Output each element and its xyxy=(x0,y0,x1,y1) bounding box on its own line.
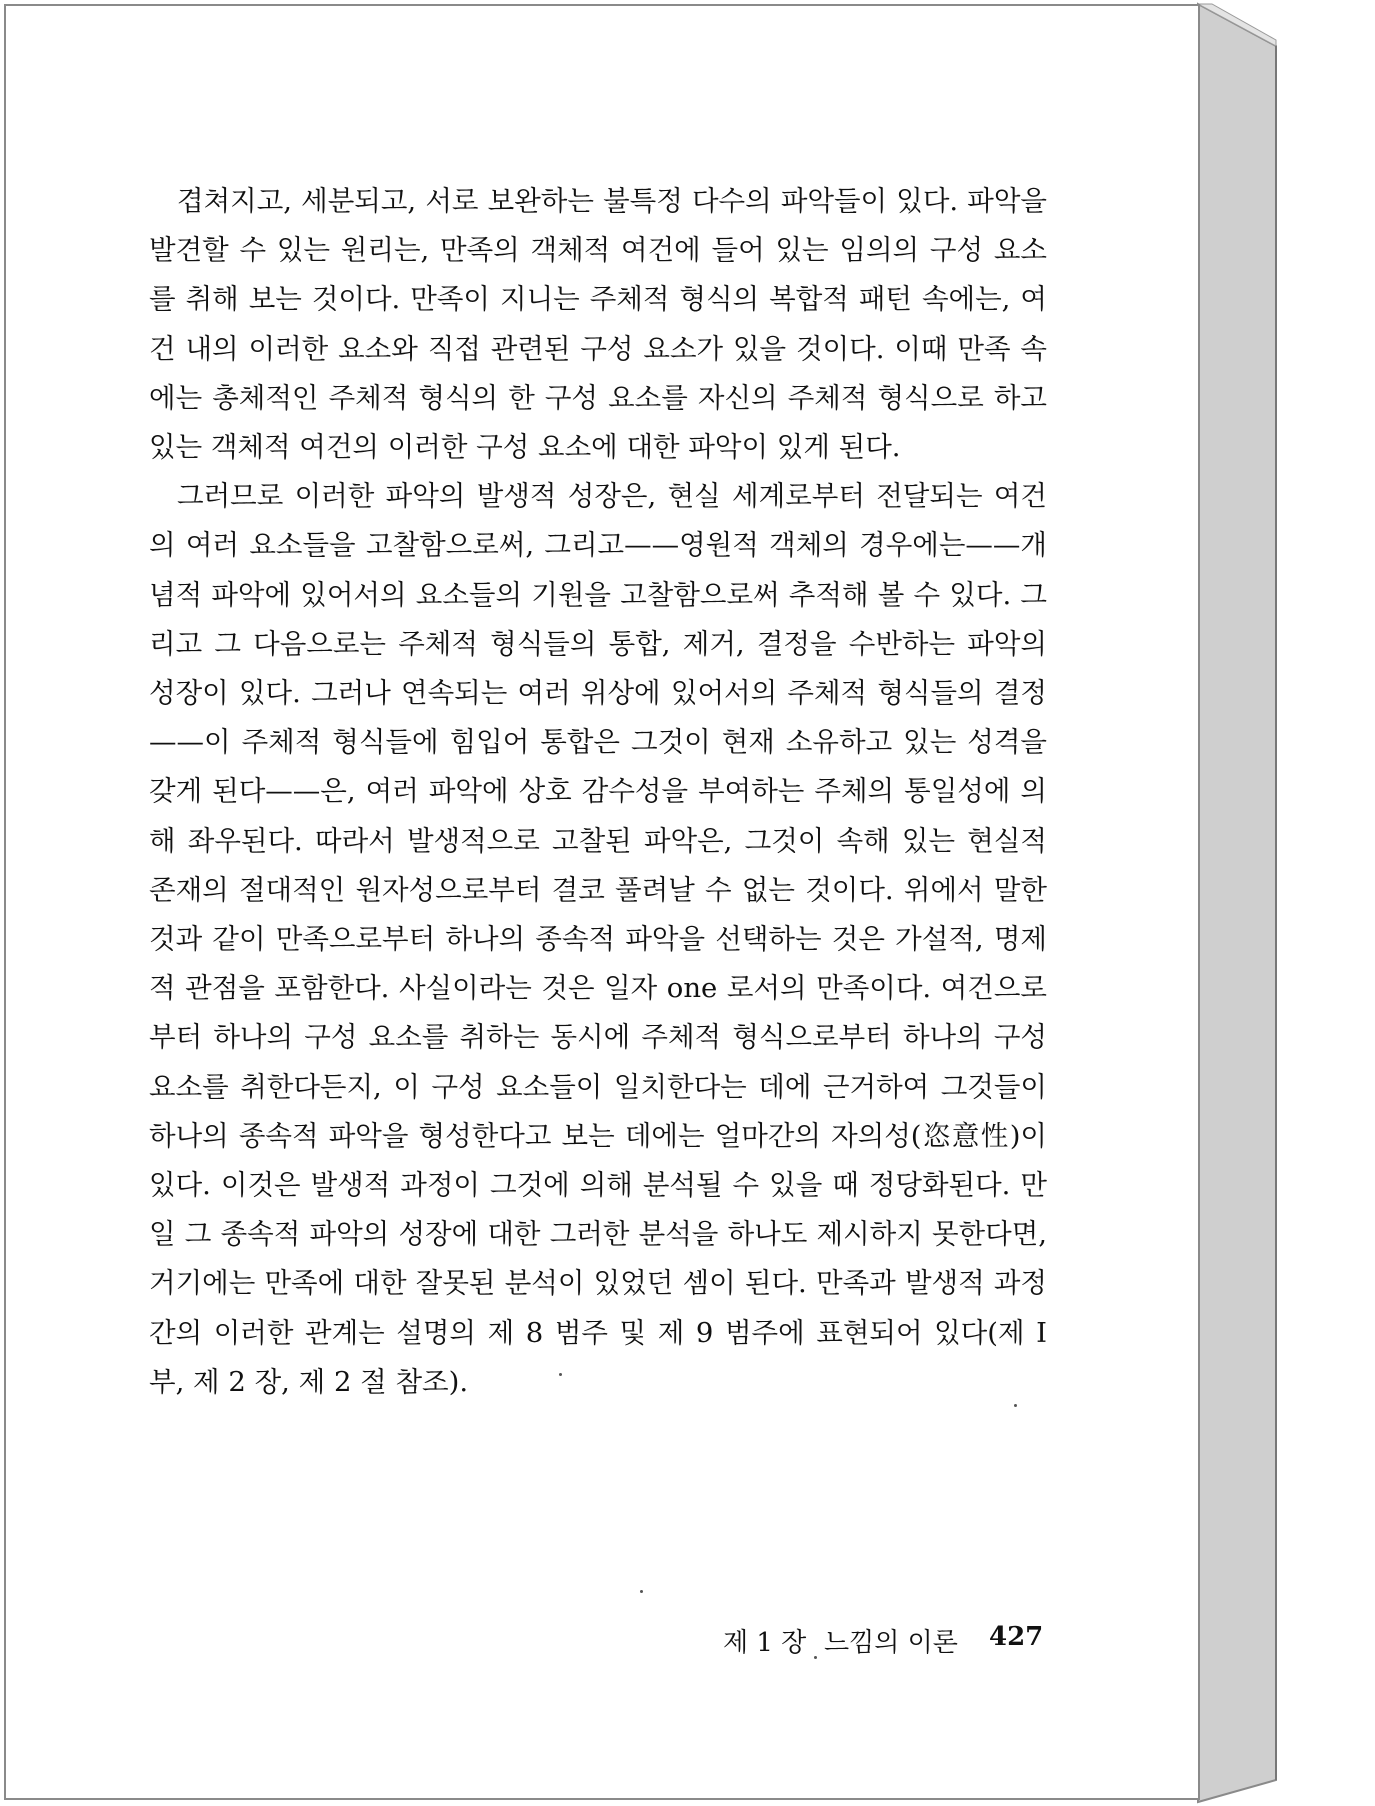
scan-speck xyxy=(640,1590,643,1593)
scan-speck xyxy=(559,1373,562,1376)
scan-speck xyxy=(1014,1404,1017,1407)
body-text xyxy=(149,177,1047,1407)
footer-chapter: 제 1 장 xyxy=(723,1628,807,1658)
footer-title: 느낌의 이론 xyxy=(824,1628,958,1658)
book-page xyxy=(4,4,1200,1800)
running-footer xyxy=(6,1622,1198,1662)
paragraph-2: 그러므로 이러한 파악의 발생적 성장은, 현실 세계로부터 전달되는 여건의 여러 요소들을 고찰함으로써, 그리고——영원적 객체의 경우에는——개념적 파악에 있어서의 요소들의 기원을 고찰함으로써 추적해 볼 수 있다. 그리고 그 다음으로는 주체적 형식들의 통합, 제거, 결정을 수반하는 파악의 성장이 있다. 그러나 연속되는 여러 위상에 있어서의 주체적 형식들의 결정——이 주체적 형식들에 힘입어 통합은 그것이 현재 소유하고 있는 성격을 갖게 된다——은, 여러 파악에 상호 감수성을 부여하는 주체의 통일성에 의해 좌우된다. 따라서 발생적으로 고찰된 파악은, 그것이 속해 있는 현실적 존재의 절대적인 원자성으로부터 결코 풀려날 수 없는 것이다. 위에서 말한 것과 같이 만족으로부터 하나의 종속적 파악을 선택하는 것은 가설적, 명제적 관점을 포함한다. 사실이라는 것은 일자 one 로서의 만족이다. 여건으로부터 하나의 구성 요소를 취하는 동시에 주체적 형식으로부터 하나의 구성 요소를 취한다든지, 이 구성 요소들이 일치한다는 데에 근거하여 그것들이 하나의 종속적 파악을 형성한다고 보는 데에는 얼마간의 자의성(恣意性)이 있다. 이것은 발생적 과정이 그것에 의해 분석될 수 있을 때 정당화된다. 만일 그 종속적 파악의 성장에 대한 그러한 분석을 하나도 제시하지 못한다면, 거기에는 만족에 대한 잘못된 분석이 있었던 셈이 된다. 만족과 발생적 과정간의 이러한 관계는 설명의 제 8 범주 및 제 9 범주에 표현되어 있다(제 I 부, 제 2 장, 제 2 절 참조). xyxy=(149,480,1047,1398)
paragraph-1: 겹쳐지고, 세분되고, 서로 보완하는 불특정 다수의 파악들이 있다. 파악을 발견할 수 있는 원리는, 만족의 객체적 여건에 들어 있는 임의의 구성 요소를 취해 보는 것이다. 만족이 지니는 주체적 형식의 복합적 패턴 속에는, 여건 내의 이러한 요소와 직접 관련된 구성 요소가 있을 것이다. 이때 만족 속에는 총체적인 주체적 형식의 한 구성 요소를 자신의 주체적 형식으로 하고 있는 객체적 여건의 이러한 구성 요소에 대한 파악이 있게 된다. xyxy=(149,185,1047,464)
scan-speck xyxy=(814,1656,817,1659)
page-number: 427 xyxy=(989,1622,1044,1652)
